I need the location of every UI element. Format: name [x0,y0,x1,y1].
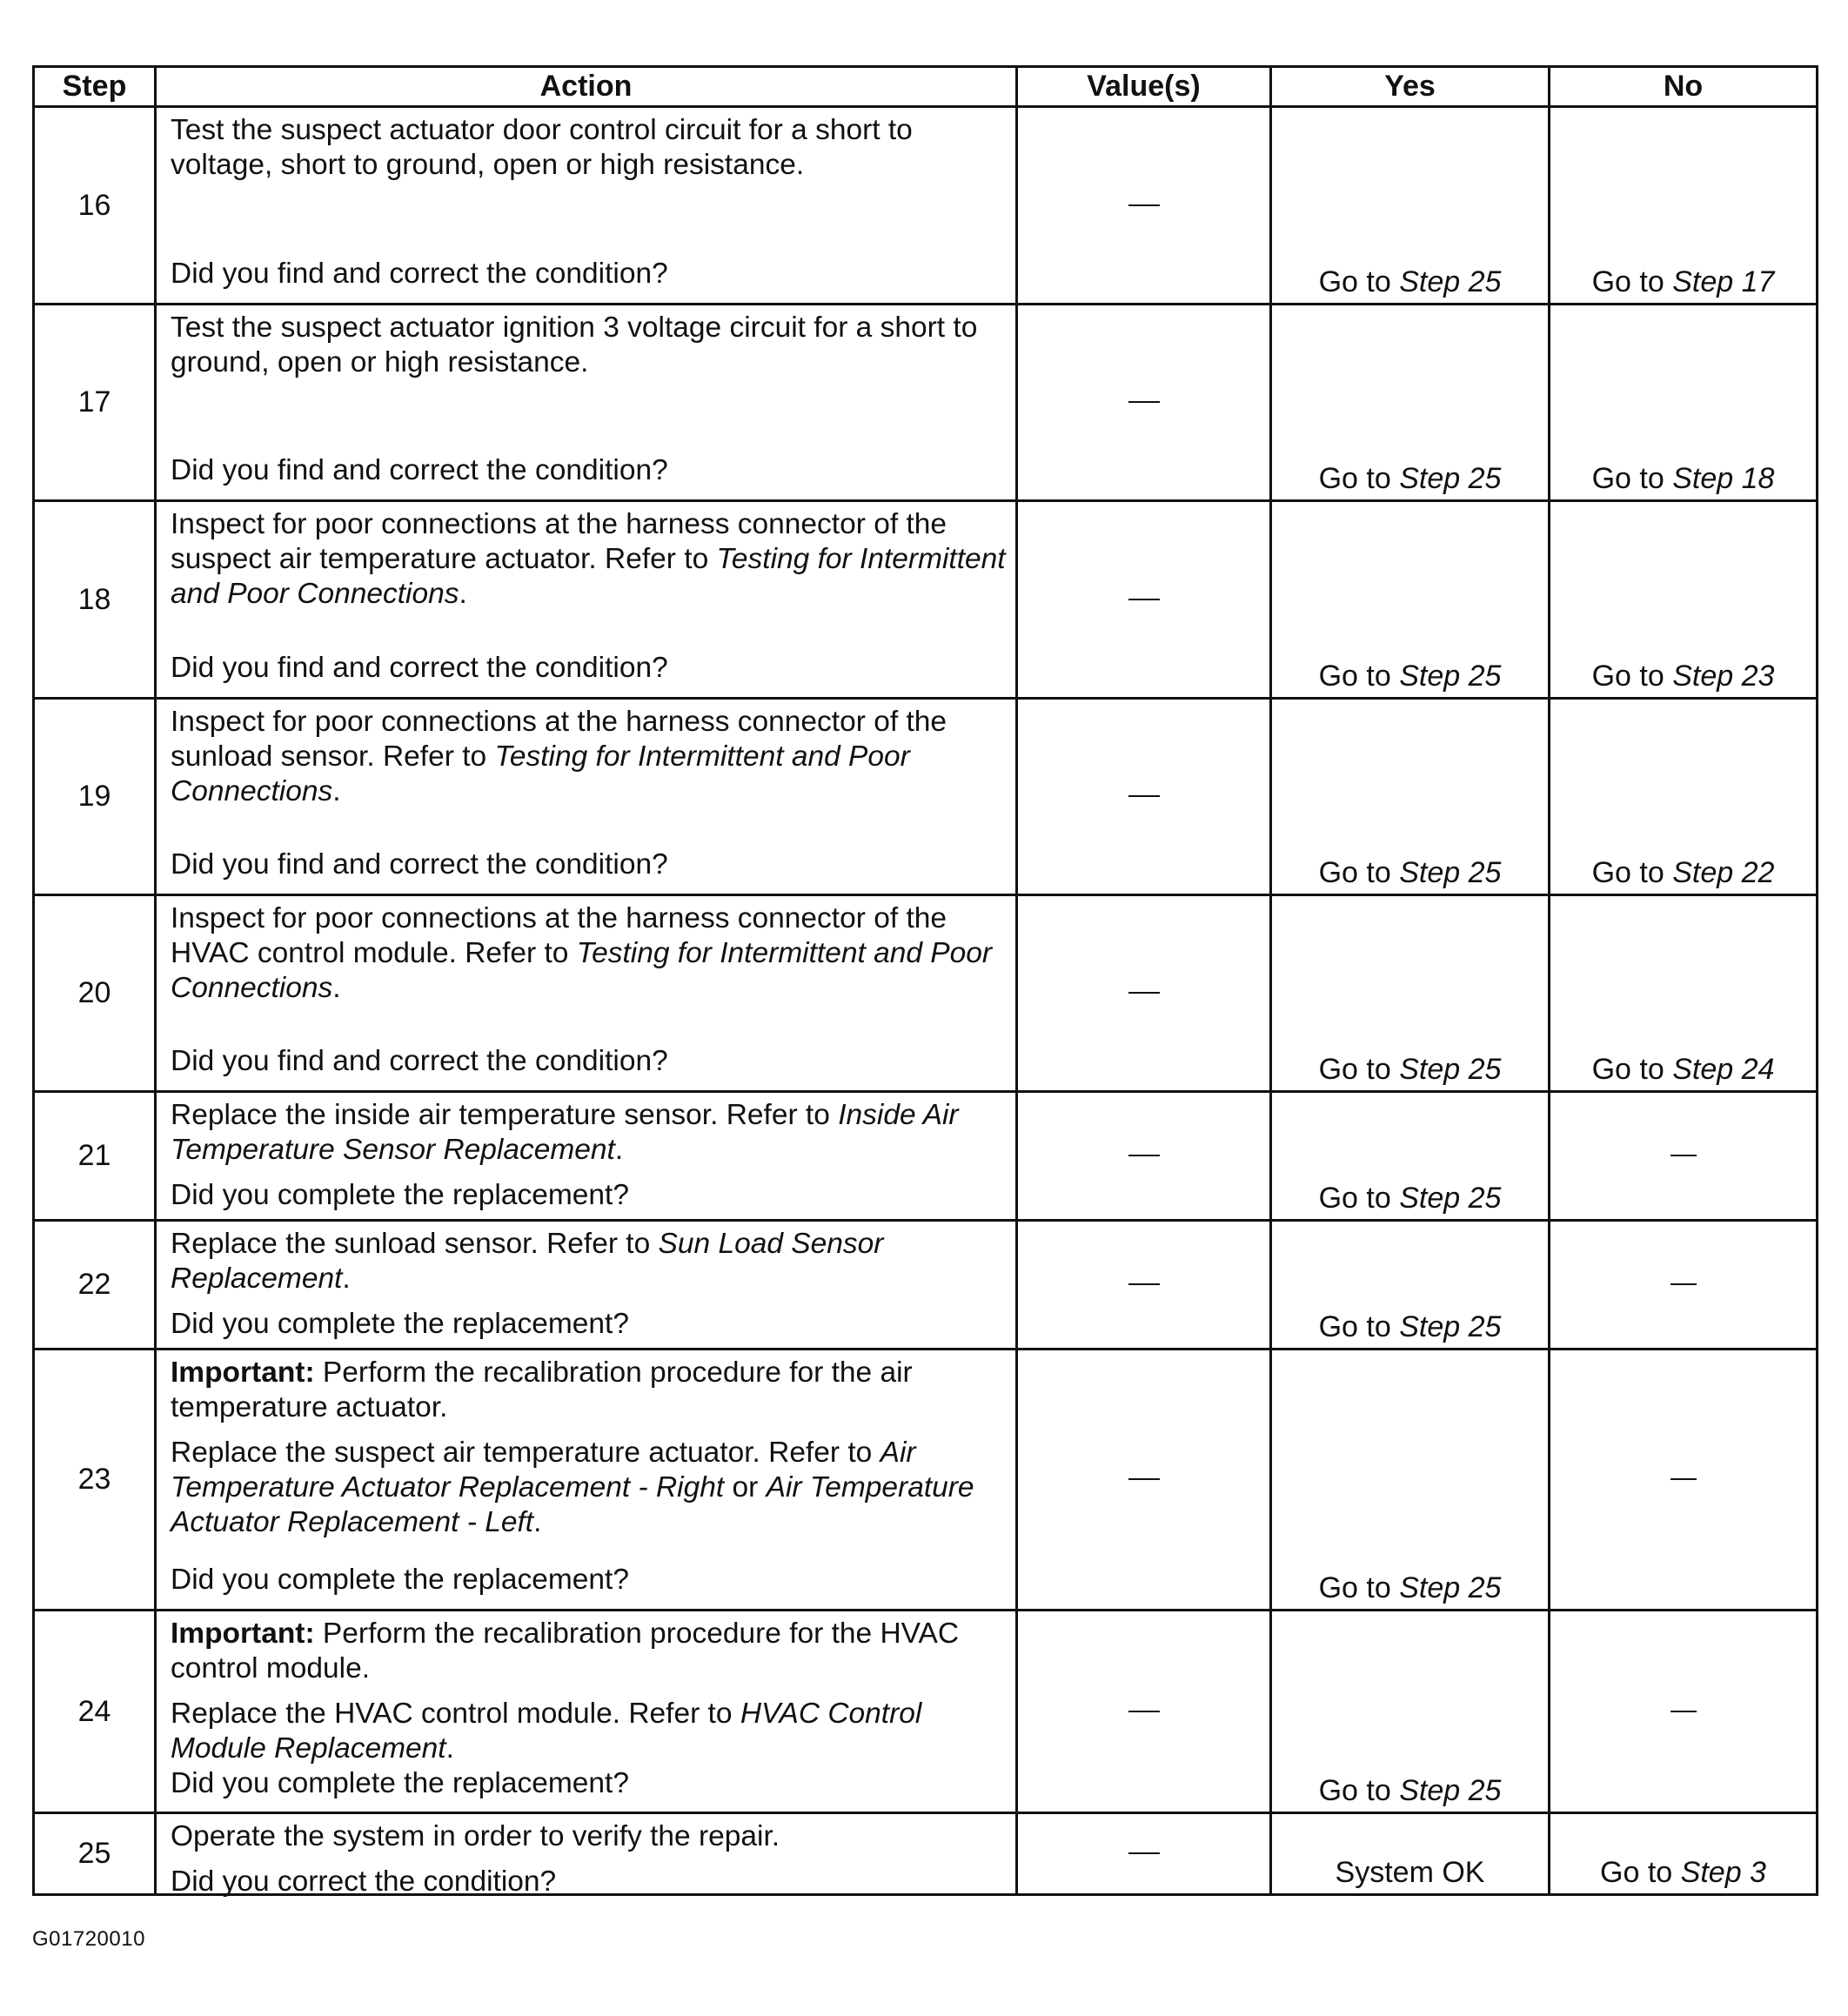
em-dash-mark [1128,1711,1160,1712]
reference-link-text: Sun Load Sensor Replacement [171,1228,884,1295]
em-dash-mark [1128,1283,1160,1285]
header-step: Step [34,67,156,107]
no-result [1550,107,1818,305]
no-result [1550,501,1818,699]
em-dash-mark [1128,1852,1160,1854]
header-yes: Yes [1271,67,1550,107]
no-result [1550,1092,1818,1221]
table-header-row [34,67,1818,107]
step-number: 22 [34,1221,156,1350]
em-dash-mark [1128,992,1160,994]
action-text: or [724,1471,767,1504]
table-row [34,305,1818,501]
em-dash-mark [1128,1155,1160,1156]
yes-result-prefix: Go to [1318,660,1391,693]
yes-result-prefix: Go to [1318,1310,1391,1343]
value-cell [1017,1221,1271,1350]
yes-result-prefix: System OK [1335,1856,1485,1889]
no-result-prefix: Go to [1591,265,1664,298]
action-cell [156,699,1017,895]
step-number: 18 [34,501,156,699]
yes-result [1271,501,1550,699]
diagnostic-table [32,65,1818,1896]
action-text: Did you find and correct the condition? [171,258,668,290]
figure-id: G01720010 [32,1927,145,1951]
action-instruction [171,1436,1007,1540]
table-row [34,895,1818,1092]
value-cell [1017,699,1271,895]
important-label: Important: [171,1617,315,1650]
no-result [1550,305,1818,501]
yes-result [1271,107,1550,305]
action-question [171,1766,1007,1801]
no-result-prefix: Go to [1591,856,1664,889]
action-question [171,1044,1007,1079]
table-row [34,1611,1818,1813]
value-cell [1017,1813,1271,1895]
action-cell [156,107,1017,305]
action-question [171,1307,1007,1342]
action-text: Perform the recalibration procedure for the air temperature actuator. [171,1356,913,1423]
yes-result-prefix: Go to [1318,265,1391,298]
action-question [171,847,1007,882]
yes-result [1271,1813,1550,1895]
action-text: Operate the system in order to verify the repair. [171,1820,780,1852]
step-number: 20 [34,895,156,1092]
action-text: . [445,1732,454,1765]
reference-link-text: Testing for Intermittent and Poor Connections [171,937,993,1004]
no-result-prefix: Go to [1600,1856,1673,1889]
action-text: . [614,1134,624,1166]
step-number: 17 [34,305,156,501]
em-dash-mark [1671,1711,1697,1712]
action-instruction [171,1227,1007,1296]
action-question [171,453,1007,488]
action-text: Did you complete the replacement? [171,1564,629,1596]
action-text: . [459,578,467,610]
yes-result [1271,1221,1550,1350]
step-number: 21 [34,1092,156,1221]
action-text: Replace the suspect air temperature actuator. Refer to [171,1437,880,1469]
reference-link-text: Testing for Intermittent and Poor Connections [171,740,910,807]
yes-result-step-link: Step 25 [1399,1310,1502,1343]
table-row [34,1350,1818,1611]
yes-result-step-link: Step 25 [1399,1182,1502,1215]
step-number: 24 [34,1611,156,1813]
action-question [171,1563,1007,1597]
table-row [34,107,1818,305]
value-cell [1017,305,1271,501]
action-text: Replace the HVAC control module. Refer to [171,1698,740,1730]
table-row [34,501,1818,699]
yes-result-prefix: Go to [1318,856,1391,889]
action-text: Test the suspect actuator ignition 3 voltage circuit for a short to ground, open or high resistance. [171,311,978,378]
action-text: . [533,1506,542,1538]
no-result-step-link: Step 22 [1672,856,1775,889]
reference-link-text: Inside Air Temperature Sensor Replacement [171,1099,959,1166]
table-row [34,1092,1818,1221]
yes-result-step-link: Step 25 [1399,265,1502,298]
action-cell [156,305,1017,501]
action-question [171,1865,1007,1899]
action-cell [156,1092,1017,1221]
value-cell [1017,1092,1271,1221]
action-instruction [171,1617,1007,1686]
no-result-step-link: Step 3 [1680,1856,1766,1889]
no-result-prefix: Go to [1591,660,1664,693]
em-dash-mark [1671,1155,1697,1156]
action-text: Did you complete the replacement? [171,1767,629,1799]
action-text: . [332,972,341,1004]
action-text: Test the suspect actuator door control circuit for a short to voltage, short to ground, open or high resistance. [171,114,913,181]
no-result-prefix: Go to [1591,1053,1664,1086]
action-text: Replace the inside air temperature sensor. Refer to [171,1099,839,1131]
important-label: Important: [171,1356,315,1389]
yes-result-step-link: Step 25 [1399,1571,1502,1604]
action-text: Inspect for poor connections at the harness connector of the suspect air temperature actuator. Refer to [171,508,947,575]
action-instruction [171,1819,1007,1854]
action-instruction [171,507,1007,612]
step-number: 25 [34,1813,156,1895]
yes-result [1271,1092,1550,1221]
em-dash-mark [1128,1478,1160,1480]
yes-result-step-link: Step 25 [1399,856,1502,889]
yes-result [1271,305,1550,501]
action-question [171,1178,1007,1213]
no-result [1550,699,1818,895]
table-row [34,1221,1818,1350]
no-result [1550,1813,1818,1895]
step-number: 23 [34,1350,156,1611]
action-instruction [171,113,1007,183]
action-text: . [332,775,341,807]
yes-result [1271,1611,1550,1813]
step-number: 19 [34,699,156,895]
no-result-step-link: Step 24 [1672,1053,1775,1086]
action-instruction [171,901,1007,1006]
action-cell [156,1611,1017,1813]
yes-result-prefix: Go to [1318,1774,1391,1807]
yes-result-prefix: Go to [1318,1571,1391,1604]
no-result-step-link: Step 17 [1672,265,1775,298]
reference-link-text: Testing for Intermittent and Poor Connections [171,543,1006,610]
no-result [1550,1221,1818,1350]
action-text: Did you find and correct the condition? [171,652,668,684]
yes-result [1271,895,1550,1092]
table-row [34,699,1818,895]
action-text: Did you find and correct the condition? [171,848,668,881]
action-text: Did you correct the condition? [171,1865,557,1898]
action-instruction [171,311,1007,380]
yes-result-prefix: Go to [1318,1053,1391,1086]
value-cell [1017,501,1271,699]
yes-result-prefix: Go to [1318,462,1391,495]
value-cell [1017,1611,1271,1813]
yes-result-step-link: Step 25 [1399,1774,1502,1807]
yes-result [1271,699,1550,895]
action-cell [156,1350,1017,1611]
no-result-step-link: Step 23 [1672,660,1775,693]
yes-result-step-link: Step 25 [1399,462,1502,495]
action-text: Inspect for poor connections at the harness connector of the HVAC control module. Refer to [171,902,947,969]
reference-link-text: Air Temperature Actuator Replacement - Right [171,1437,916,1504]
em-dash-mark [1671,1478,1697,1480]
action-text: Did you find and correct the condition? [171,454,668,486]
reference-link-text: Air Temperature Actuator Replacement - Left [171,1471,974,1538]
action-instruction [171,1098,1007,1168]
table-row [34,1813,1818,1895]
yes-result-prefix: Go to [1318,1182,1391,1215]
no-result [1550,895,1818,1092]
value-cell [1017,1350,1271,1611]
action-instruction [171,705,1007,809]
action-text: . [342,1263,351,1295]
no-result-step-link: Step 18 [1672,462,1775,495]
action-text: Inspect for poor connections at the harness connector of the sunload sensor. Refer to [171,706,947,773]
action-instruction [171,1356,1007,1425]
step-number: 16 [34,107,156,305]
yes-result [1271,1350,1550,1611]
em-dash-mark [1128,204,1160,206]
reference-link-text: HVAC Control Module Replacement [171,1698,922,1765]
header-values: Value(s) [1017,67,1271,107]
action-cell [156,1813,1017,1898]
em-dash-mark [1128,401,1160,403]
yes-result-step-link: Step 25 [1399,660,1502,693]
action-instruction [171,1697,1007,1766]
em-dash-mark [1128,599,1160,600]
em-dash-mark [1128,795,1160,797]
header-no: No [1550,67,1818,107]
action-question [171,257,1007,291]
action-text: Did you complete the replacement? [171,1179,629,1211]
no-result-prefix: Go to [1591,462,1664,495]
em-dash-mark [1671,1283,1697,1285]
yes-result-step-link: Step 25 [1399,1053,1502,1086]
header-action: Action [156,67,1017,107]
action-text: Did you complete the replacement? [171,1308,629,1340]
action-text: Replace the sunload sensor. Refer to [171,1228,659,1260]
action-text: Perform the recalibration procedure for the HVAC control module. [171,1617,960,1684]
action-cell [156,895,1017,1092]
value-cell [1017,895,1271,1092]
action-question [171,651,1007,686]
action-text: Did you find and correct the condition? [171,1045,668,1077]
no-result [1550,1350,1818,1611]
no-result [1550,1611,1818,1813]
action-cell [156,1221,1017,1350]
value-cell [1017,107,1271,305]
action-cell [156,501,1017,699]
